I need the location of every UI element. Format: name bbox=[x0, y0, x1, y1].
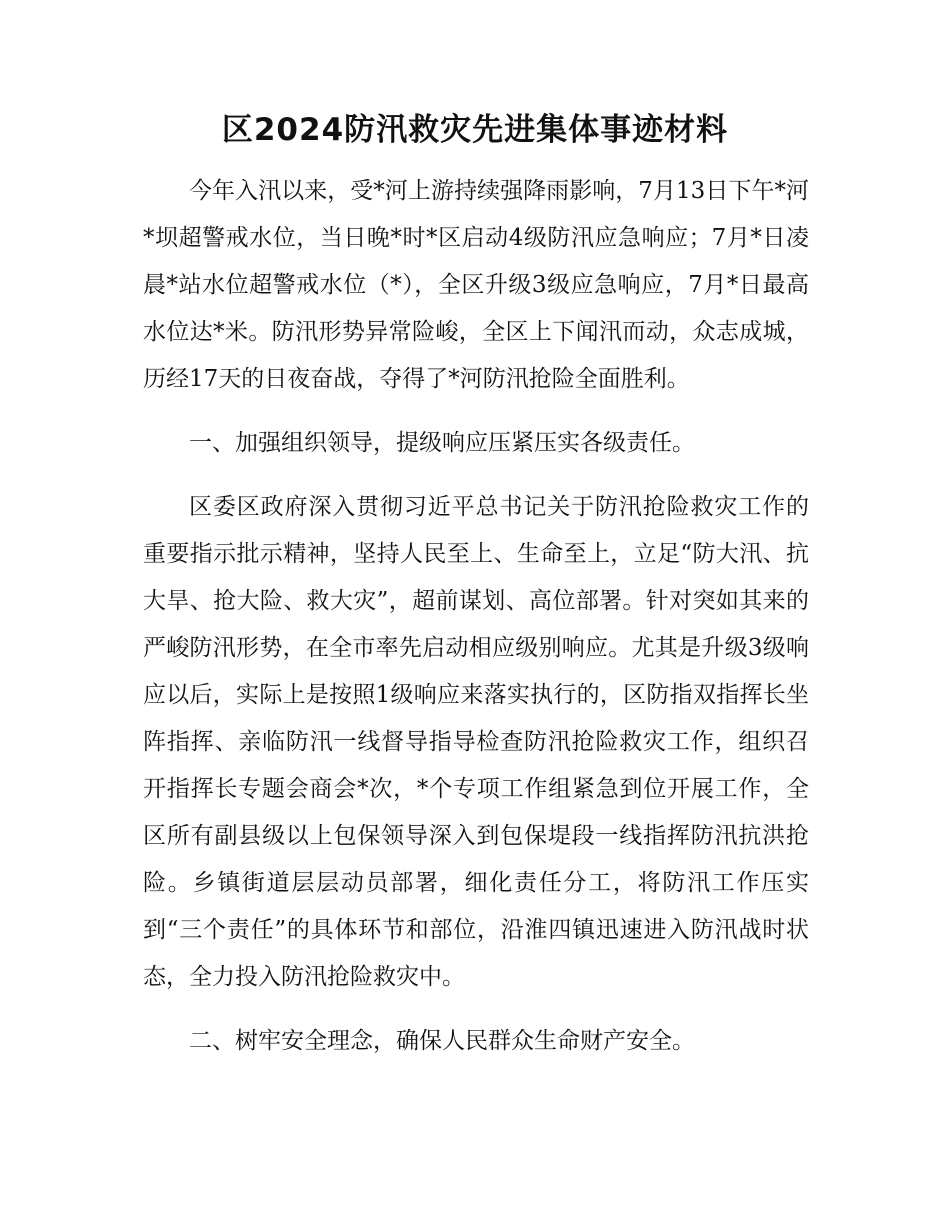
intro-paragraph: 今年入汛以来，受*河上游持续强降雨影响，7月13日下午*河*坝超警戒水位，当日晚*时*区启动4级防汛应急响应；7月*日凌晨*站水位超警戒水位（*），全区升级3级应急响应，7月*日最高水位达*米。防汛形势异常险峻，全区上下闻汛而动，众志成城，历经17天的日夜奋战，夺得了*河防汛抢险全面胜利。 bbox=[143, 178, 809, 392]
section-heading-1: 一、加强组织领导，提级响应压紧压实各级责任。 bbox=[189, 430, 695, 456]
document-title: 区2024防汛救灾先进集体事迹材料 bbox=[221, 112, 729, 148]
section-heading-2: 二、树牢安全理念，确保人民群众生命财产安全。 bbox=[189, 1028, 695, 1054]
section-1-paragraph: 区委区政府深入贯彻习近平总书记关于防汛抢险救灾工作的重要指示批示精神，坚持人民至上、生命至上，立足“防大汛、抗大旱、抢大险、救大灾”，超前谋划、高位部署。针对突如其来的严峻防汛形势，在全市率先启动相应级别响应。尤其是升级3级响应以后，实际上是按照1级响应来落实执行的，区防指双指挥长坐阵指挥、亲临防汛一线督导指导检查防汛抢险救灾工作，组织召开指挥长专题会商会*次，*个专项工作组紧急到位开展工作，全区所有副县级以上包保领导深入到包保堤段一线指挥防汛抗洪抢险。乡镇街道层层动员部署，细化责任分工，将防汛工作压实到“三个责任”的具体环节和部位，沿淮四镇迅速进入防汛战时状态，全力投入防汛抢险救灾中。 bbox=[143, 494, 809, 990]
document-body bbox=[143, 168, 809, 1065]
